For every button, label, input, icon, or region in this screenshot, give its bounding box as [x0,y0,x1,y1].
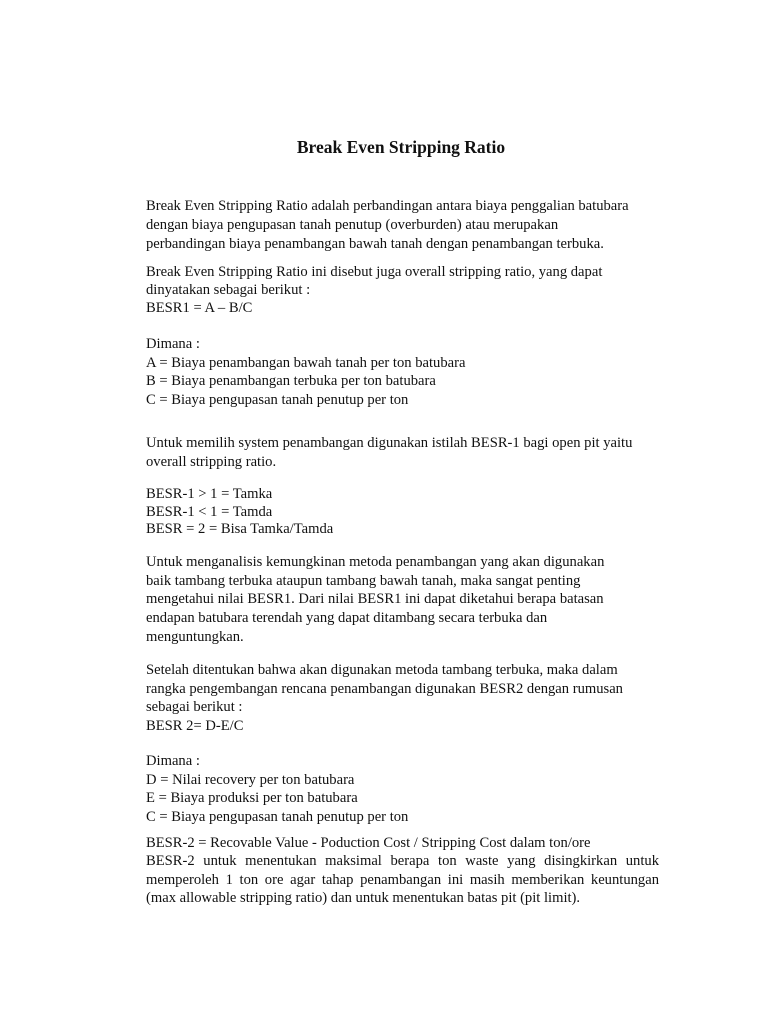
text-line: menguntungkan. [146,628,244,645]
text-line: overall stripping ratio. [146,454,277,470]
text-line: rangka pengembangan rencana penambangan digunakan BESR2 dengan rumusan [146,680,623,697]
variable-a: A = Biaya penambangan bawah tanah per ton batubara [146,354,466,371]
text-line: BESR-2 untuk menentukan maksimal berapa ton waste yang disingkirkan untuk [146,853,659,870]
paragraph-besr2-variables [146,752,662,827]
text-line: (max allowable stripping ratio) dan untuk menentukan batas pit (pit limit). [146,889,581,906]
criteria-line: BESR-1 < 1 = Tamda [146,503,273,520]
text-line: Untuk memilih system penambangan digunakan istilah BESR-1 bagi open pit yaitu [146,435,633,451]
document-title: Break Even Stripping Ratio [296,137,506,157]
paragraph-besr-criteria [146,486,662,539]
criteria-line: BESR = 2 = Bisa Tamka/Tamda [146,521,334,537]
paragraph-system-selection [146,434,662,472]
text-line: sebagai berikut : [146,699,243,715]
text-line: perbandingan biaya penambangan bawah tanah dengan penambangan terbuka. [146,236,604,252]
text-line: Dimana : [146,336,200,352]
paragraph-besr1-formula [146,263,662,317]
text-line: memperoleh 1 ton ore agar tahap penambangan ini masih memberikan keuntungan [146,871,659,888]
variable-c: C = Biaya pengupasan tanah penutup per ton [146,809,409,826]
text-line: Untuk menganalisis kemungkinan metoda penambangan yang akan digunakan [146,554,605,570]
variable-c: C = Biaya pengupasan tanah penutup per ton [146,392,409,409]
text-line: Break Even Stripping Ratio ini disebut juga overall stripping ratio, yang dapat [146,264,603,280]
formula-besr2: BESR 2= D-E/C [146,717,244,734]
paragraph-definition [146,197,662,254]
variable-e: E = Biaya produksi per ton batubara [146,790,358,807]
variable-b: B = Biaya penambangan terbuka per ton batubara [146,373,436,390]
text-line: BESR-2 = Recovable Value - Poduction Cost / Stripping Cost dalam ton/ore [146,835,591,851]
paragraph-analysis [146,553,662,647]
paragraph-besr1-variables [146,335,662,410]
formula-besr1: BESR1 = A – B/C [146,300,253,316]
document-page [146,0,662,1024]
paragraph-besr2-formula [146,661,662,735]
text-line: Break Even Stripping Ratio adalah perbandingan antara biaya penggalian batubara [146,198,629,214]
text-line: dinyatakan sebagai berikut : [146,282,311,298]
text-line: Dimana : [146,753,200,769]
text-line: Setelah ditentukan bahwa akan digunakan metoda tambang terbuka, maka dalam [146,662,618,678]
paragraph-besr2-definition [146,834,659,907]
text-line: mengetahui nilai BESR1. Dari nilai BESR1 ini dapat diketahui berapa batasan [146,591,604,608]
text-line: baik tambang terbuka ataupun tambang bawah tanah, maka sangat penting [146,572,581,589]
criteria-line: BESR-1 > 1 = Tamka [146,486,273,502]
text-line: dengan biaya pengupasan tanah penutup (overburden) atau merupakan [146,217,559,233]
text-line: endapan batubara terendah yang dapat ditambang secara terbuka dan [146,610,548,627]
variable-d: D = Nilai recovery per ton batubara [146,771,355,788]
